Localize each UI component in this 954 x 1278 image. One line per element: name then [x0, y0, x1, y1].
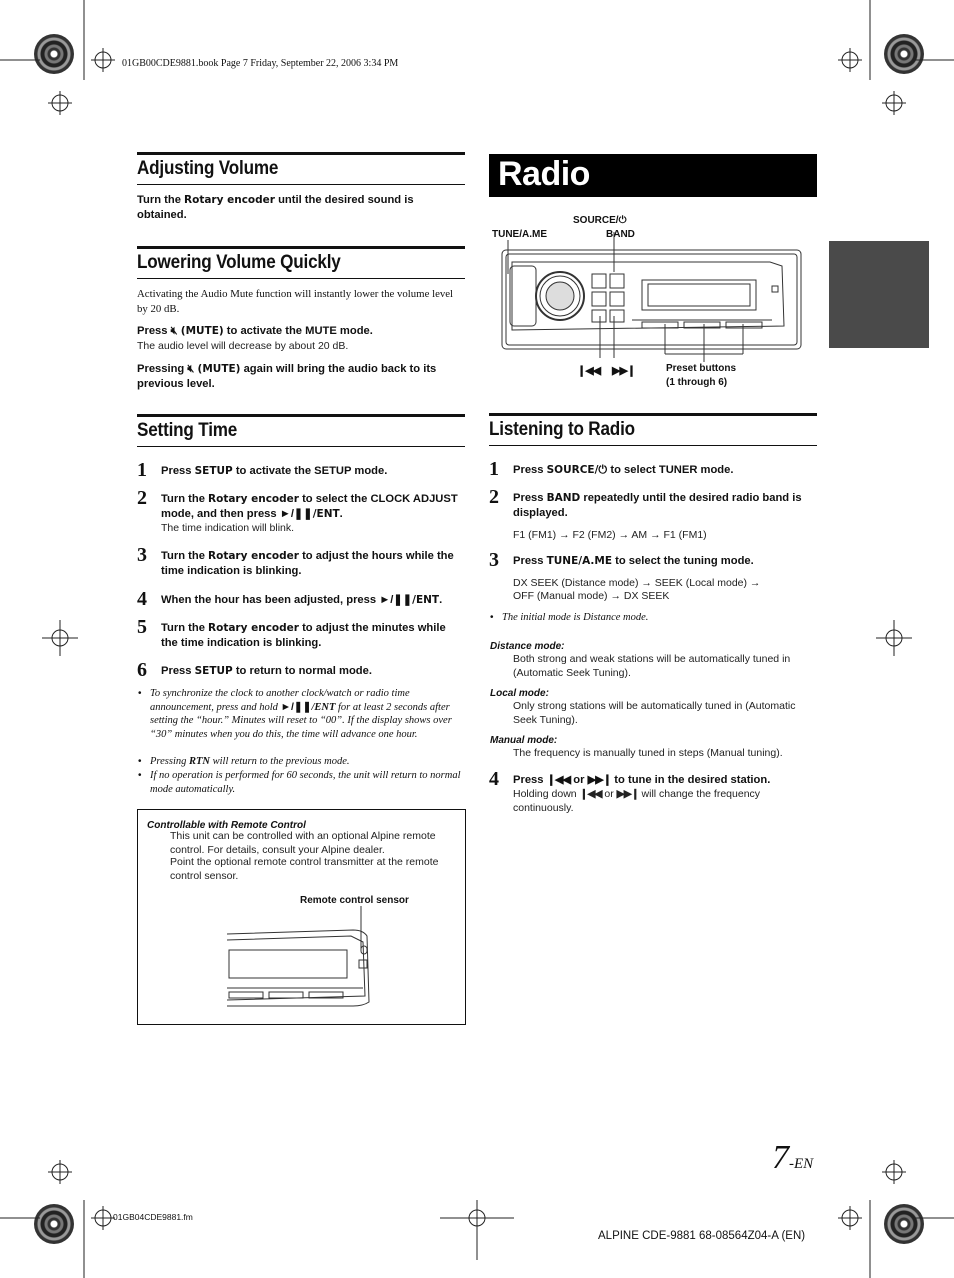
distance-mode-body: Both strong and weak stations will be automatically tuned in (Automatic Seek Tuning).: [513, 653, 791, 679]
remote-box-title: Controllable with Remote Control: [147, 820, 306, 831]
heading-lowering-volume: Lowering Volume Quickly: [137, 246, 465, 279]
setting-time-step-2-note: The time indication will blink.: [161, 522, 295, 534]
listening-step-4-note: Holding down ❙◀◀ or ▶▶❙ will change the frequency continuously.: [513, 788, 761, 814]
play-pause-icon: ►/❚❚: [379, 594, 413, 606]
local-mode-title: Local mode:: [490, 688, 549, 699]
bullet-icon: •: [138, 688, 142, 699]
heading-adjusting-volume: Adjusting Volume: [137, 152, 465, 185]
remote-box-line-2: Point the optional remote control transmitter at the remote control sensor.: [170, 856, 439, 882]
band-sequence: F1 (FM1) → F2 (FM2) → AM → F1 (FM1): [513, 529, 707, 541]
next-track-icon: ▶▶❙: [616, 788, 639, 800]
setting-time-step-4: When the hour has been adjusted, press ►/❚❚/ENT.: [161, 594, 443, 606]
remote-box-line-1: This unit can be controlled with an optional Alpine remote control. For details, consult your Alpine dealer.: [170, 830, 436, 856]
step-number: 1: [137, 459, 147, 481]
setting-time-note-2: Pressing RTN will return to the previous mode.: [150, 756, 350, 767]
power-icon: ⏻: [598, 464, 608, 476]
local-mode-body: Only strong stations will be automatically tuned in (Automatic Seek Tuning).: [513, 700, 796, 726]
step-number: 3: [489, 549, 499, 571]
file-info-header: 01GB00CDE9881.book Page 7 Friday, September 22, 2006 3:34 PM: [122, 58, 399, 69]
listening-step-3: Press TUNE/A.ME to select the tuning mode.: [513, 555, 754, 567]
setting-time-step-6: Press SETUP to return to normal mode.: [161, 665, 372, 677]
listening-step-1: Press SOURCE/⏻ to select TUNER mode.: [513, 464, 734, 476]
tune-sequence-2: OFF (Manual mode) → DX SEEK: [513, 590, 670, 602]
remote-sensor-label: Remote control sensor: [300, 895, 409, 906]
play-pause-icon: ►/❚❚: [280, 700, 312, 713]
setting-time-step-2: Turn the Rotary encoder to select the CLOCK ADJUST mode, and then press ►/❚❚/ENT.: [161, 493, 458, 520]
bullet-icon: •: [138, 756, 142, 767]
power-icon: ⏻: [618, 215, 627, 226]
setting-time-step-3: Turn the Rotary encoder to adjust the hours while the time indication is blinking.: [161, 550, 454, 577]
mute-step-2: Pressing 🔇︎ (MUTE) again will bring the audio back to its previous level.: [137, 363, 437, 390]
preset-label: Preset buttons (1 through 6): [666, 363, 737, 388]
prev-track-icon: ❙◀◀: [546, 774, 571, 786]
step-number: 2: [137, 487, 147, 509]
prev-track-icon: ❙◀◀: [577, 365, 601, 377]
manual-mode-body: The frequency is manually tuned in steps (Manual tuning).: [513, 747, 783, 759]
mute-step-1: Press 🔇︎ (MUTE) to activate the MUTE mode.: [137, 325, 373, 337]
remote-control-box: [137, 809, 466, 1025]
prev-track-icon: ❙◀◀: [579, 788, 602, 800]
mute-note: The audio level will decrease by about 20 dB.: [137, 340, 349, 352]
footer-model: ALPINE CDE-9881 68-08564Z04-A (EN): [598, 1230, 806, 1242]
tune-label: TUNE/A.ME: [492, 229, 547, 240]
footer-file: 01GB04CDE9881.fm: [113, 1212, 193, 1222]
radio-banner-title: Radio: [489, 154, 817, 197]
initial-mode-note: The initial mode is Distance mode.: [502, 612, 649, 623]
bullet-icon: •: [490, 612, 494, 623]
step-number: 3: [137, 544, 147, 566]
step-number: 6: [137, 659, 147, 681]
chapter-tab: [829, 241, 929, 348]
play-pause-icon: ►/❚❚: [279, 508, 313, 520]
listening-step-4: Press ❙◀◀ or ▶▶❙ to tune in the desired station.: [513, 774, 771, 786]
step-number: 2: [489, 486, 499, 508]
mute-icon: 🔇︎: [170, 325, 178, 337]
setting-time-note-1: To synchronize the clock to another clock/watch or radio time announcement, press and hold ►/❚❚/ENT for at least 2 seconds after setting the “hour.” Minutes will reset to “00”. If the display shows over “30” minutes when you do this, the time will advance one hour.: [150, 688, 452, 740]
page-number: 7-EN: [772, 1139, 814, 1176]
heading-setting-time: Setting Time: [137, 414, 465, 447]
bullet-icon: •: [138, 770, 142, 781]
step-number: 4: [137, 588, 147, 610]
next-track-icon: ▶▶❙: [612, 365, 636, 377]
head-unit-partial-illustration: [223, 906, 383, 1016]
tune-sequence-1: DX SEEK (Distance mode) → SEEK (Local mode) →: [513, 577, 761, 589]
step-number: 5: [137, 616, 147, 638]
listening-step-2: Press BAND repeatedly until the desired radio band is displayed.: [513, 492, 802, 519]
setting-time-step-1: Press SETUP to activate the SETUP mode.: [161, 465, 388, 477]
head-unit-illustration: [492, 226, 812, 391]
next-track-icon: ▶▶❙: [587, 774, 612, 786]
source-label: SOURCE/⏻: [573, 215, 627, 226]
setting-time-note-3: If no operation is performed for 60 seconds, the unit will return to normal mode automatically.: [150, 770, 461, 795]
step-number: 1: [489, 458, 499, 480]
distance-mode-title: Distance mode:: [490, 641, 565, 652]
lowering-volume-intro: Activating the Audio Mute function will instantly lower the volume level by 20 dB.: [137, 288, 454, 315]
adjusting-volume-text: Turn the Rotary encoder until the desired sound is obtained.: [137, 194, 414, 221]
manual-mode-title: Manual mode:: [490, 735, 558, 746]
mute-icon: 🔇︎: [187, 363, 195, 375]
band-label: BAND: [606, 229, 635, 240]
heading-listening-radio: Listening to Radio: [489, 413, 817, 446]
step-number: 4: [489, 768, 499, 790]
setting-time-step-5: Turn the Rotary encoder to adjust the minutes while the time indication is blinking.: [161, 622, 446, 649]
